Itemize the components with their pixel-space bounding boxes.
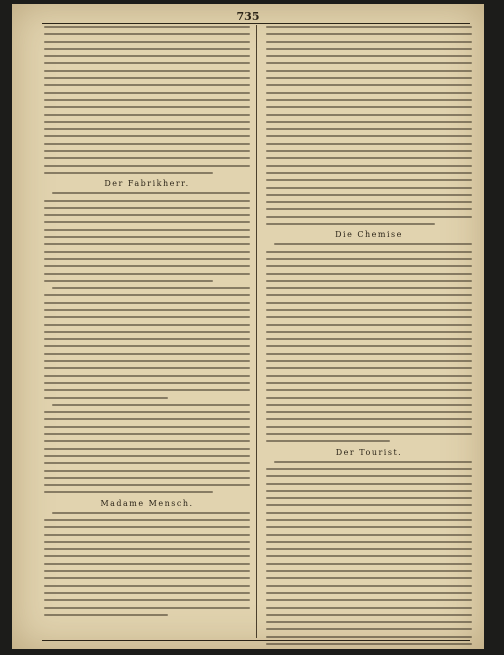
- text-line: [266, 360, 472, 362]
- text-line: [44, 462, 250, 464]
- text-line: [44, 114, 250, 116]
- text-line: [44, 570, 250, 572]
- text-block-4: [266, 26, 472, 225]
- text-line: [266, 338, 472, 340]
- text-line: [44, 294, 250, 296]
- text-line: [266, 512, 472, 514]
- text-line: [266, 433, 472, 435]
- text-line: [266, 92, 472, 94]
- text-line: [266, 607, 472, 609]
- text-line: [44, 440, 250, 442]
- text-line: [44, 382, 250, 384]
- text-line: [266, 570, 472, 572]
- text-line: [44, 345, 250, 347]
- text-line: [266, 128, 472, 130]
- text-line: [266, 418, 472, 420]
- text-line: [266, 426, 472, 428]
- text-line: [266, 367, 472, 369]
- text-line: [44, 265, 250, 267]
- text-line: [266, 411, 472, 413]
- text-line: [52, 192, 250, 194]
- text-line: [266, 77, 472, 79]
- text-line: [266, 389, 472, 391]
- text-line: [44, 99, 250, 101]
- text-line: [266, 265, 472, 267]
- text-block-3: [44, 512, 250, 616]
- text-line: [44, 135, 250, 137]
- text-line: [266, 258, 472, 260]
- text-line: [44, 62, 250, 64]
- text-block-6: [266, 461, 472, 649]
- column-divider: [256, 25, 257, 638]
- text-line: [44, 92, 250, 94]
- text-line: [266, 194, 472, 196]
- text-line: [44, 324, 250, 326]
- text-line: [44, 563, 250, 565]
- text-line: [266, 404, 472, 406]
- text-line: [44, 302, 250, 304]
- text-line: [266, 143, 472, 145]
- text-line: [266, 165, 472, 167]
- text-line: [44, 411, 250, 413]
- text-line: [44, 214, 250, 216]
- text-line: [44, 585, 250, 587]
- text-line: [44, 309, 250, 311]
- text-line: [44, 55, 250, 57]
- text-line: [266, 55, 472, 57]
- text-line: [44, 48, 250, 50]
- text-line: [266, 519, 472, 521]
- text-line: [266, 135, 472, 137]
- text-line: [44, 316, 250, 318]
- section-heading-mensch: Madame Mensch.: [100, 498, 194, 508]
- text-line: [266, 534, 472, 536]
- text-line: [266, 577, 472, 579]
- text-line: [266, 468, 472, 470]
- text-line: [44, 477, 250, 479]
- text-line: [266, 157, 472, 159]
- text-line: [44, 375, 250, 377]
- text-line: [44, 229, 250, 231]
- text-line: [44, 128, 250, 130]
- text-line: [44, 397, 168, 399]
- text-line: [52, 287, 250, 289]
- text-line: [44, 84, 250, 86]
- section-heading-tourist: Der Tourist.: [335, 447, 403, 457]
- text-line: [274, 461, 472, 463]
- text-line: [266, 251, 472, 253]
- text-line: [266, 223, 435, 225]
- text-line: [266, 187, 472, 189]
- text-line: [266, 294, 472, 296]
- text-line: [44, 157, 250, 159]
- text-line: [266, 382, 472, 384]
- text-line: [266, 526, 472, 528]
- text-line: [44, 26, 250, 28]
- text-line: [266, 114, 472, 116]
- newspaper-page: [12, 4, 484, 649]
- text-line: [44, 70, 250, 72]
- text-line: [266, 599, 472, 601]
- text-line: [266, 208, 472, 210]
- text-line: [266, 563, 472, 565]
- text-line: [266, 504, 472, 506]
- text-line: [44, 258, 250, 260]
- text-line: [44, 121, 250, 123]
- text-line: [44, 614, 168, 616]
- footer-rule: [42, 640, 470, 641]
- text-line: [44, 150, 250, 152]
- text-line: [266, 585, 472, 587]
- text-line: [266, 216, 472, 218]
- text-line: [44, 534, 250, 536]
- text-line: [44, 367, 250, 369]
- text-line: [266, 628, 472, 630]
- text-line: [266, 397, 472, 399]
- text-line: [44, 338, 250, 340]
- text-line: [44, 236, 250, 238]
- section-heading-fabrikherr: Der Fabrikherr.: [104, 179, 190, 189]
- text-line: [52, 404, 250, 406]
- text-line: [266, 287, 472, 289]
- text-line: [266, 273, 472, 275]
- text-line: [266, 643, 472, 645]
- text-line: [44, 577, 250, 579]
- text-line: [44, 41, 250, 43]
- text-block-5: [266, 243, 472, 442]
- text-line: [266, 150, 472, 152]
- text-line: [44, 455, 250, 457]
- text-block-1: [44, 26, 250, 174]
- text-line: [44, 555, 250, 557]
- text-line: [44, 592, 250, 594]
- text-line: [44, 77, 250, 79]
- text-line: [44, 426, 250, 428]
- text-line: [44, 353, 250, 355]
- text-line: [266, 548, 472, 550]
- text-line: [266, 475, 472, 477]
- text-line: [266, 302, 472, 304]
- text-line: [44, 143, 250, 145]
- text-line: [44, 200, 250, 202]
- text-line: [44, 526, 250, 528]
- text-line: [266, 621, 472, 623]
- text-line: [266, 201, 472, 203]
- text-line: [266, 48, 472, 50]
- text-line: [44, 470, 250, 472]
- text-line: [44, 599, 250, 601]
- text-line: [266, 324, 472, 326]
- text-line: [266, 106, 472, 108]
- text-line: [266, 375, 472, 377]
- text-line: [266, 497, 472, 499]
- text-line: [44, 106, 250, 108]
- text-line: [44, 541, 250, 543]
- text-line: [266, 353, 472, 355]
- left-column: [44, 26, 250, 621]
- text-line: [44, 331, 250, 333]
- text-line: [266, 541, 472, 543]
- text-line: [44, 433, 250, 435]
- text-line: [266, 99, 472, 101]
- text-line: [266, 62, 472, 64]
- header-rule: [42, 23, 470, 24]
- text-line: [266, 309, 472, 311]
- text-line: [44, 33, 250, 35]
- text-line: [44, 221, 250, 223]
- text-line: [44, 172, 213, 174]
- text-line: [266, 84, 472, 86]
- text-line: [266, 483, 472, 485]
- text-line: [44, 519, 250, 521]
- text-line: [44, 484, 250, 486]
- text-line: [266, 490, 472, 492]
- text-line: [44, 360, 250, 362]
- text-line: [266, 331, 472, 333]
- text-line: [44, 418, 250, 420]
- text-line: [266, 555, 472, 557]
- text-line: [44, 389, 250, 391]
- text-line: [266, 345, 472, 347]
- text-line: [44, 280, 213, 282]
- text-line: [44, 207, 250, 209]
- text-line: [52, 512, 250, 514]
- text-line: [44, 607, 250, 609]
- text-line: [44, 165, 250, 167]
- page-number: 735: [236, 10, 260, 23]
- text-line: [266, 614, 472, 616]
- section-heading-chemise: Die Chemise: [335, 230, 403, 240]
- text-line: [266, 121, 472, 123]
- text-block-2: [44, 192, 250, 493]
- text-line: [274, 243, 472, 245]
- text-line: [44, 243, 250, 245]
- text-line: [266, 41, 472, 43]
- text-line: [44, 251, 250, 253]
- text-line: [266, 70, 472, 72]
- text-line: [266, 280, 472, 282]
- text-line: [266, 33, 472, 35]
- text-line: [266, 179, 472, 181]
- text-line: [266, 592, 472, 594]
- text-line: [266, 316, 472, 318]
- text-line: [266, 636, 472, 638]
- text-line: [266, 26, 472, 28]
- text-line: [44, 273, 250, 275]
- right-column: [266, 26, 472, 649]
- text-line: [44, 491, 213, 493]
- text-line: [266, 172, 472, 174]
- text-line: [44, 448, 250, 450]
- text-line: [44, 548, 250, 550]
- text-line: [266, 440, 390, 442]
